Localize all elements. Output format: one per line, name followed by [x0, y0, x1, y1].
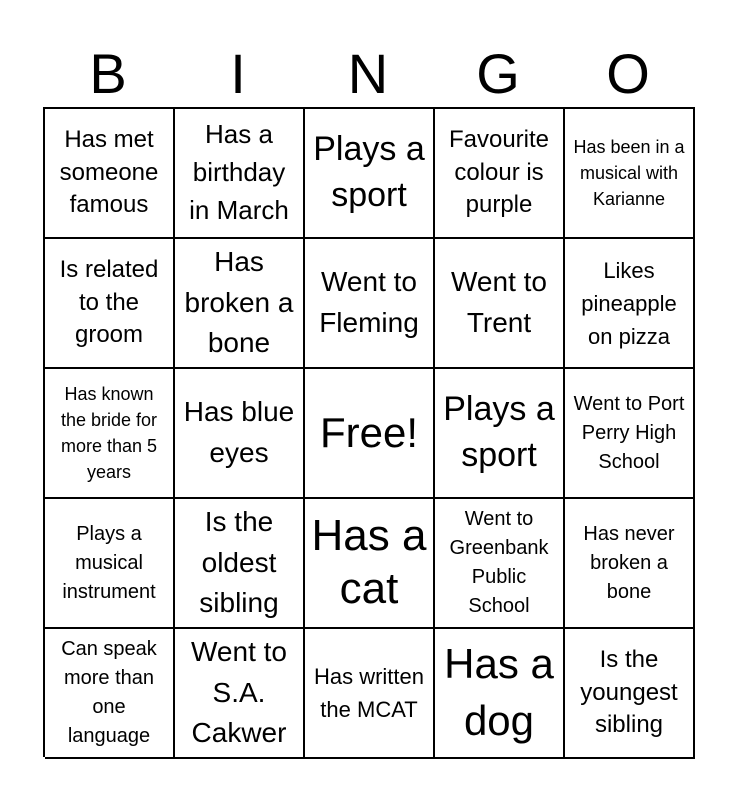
bingo-cell[interactable]: Favourite colour is purple	[435, 109, 565, 239]
bingo-cell[interactable]: Has never broken a bone	[565, 499, 695, 629]
bingo-cell[interactable]: Can speak more than one language	[45, 629, 175, 759]
header-letter-g: G	[476, 42, 520, 105]
bingo-cell[interactable]: Plays a sport	[435, 369, 565, 499]
bingo-cell[interactable]: Has blue eyes	[175, 369, 305, 499]
bingo-cell[interactable]: Has a dog	[435, 629, 565, 759]
bingo-cell[interactable]: Went to Port Perry High School	[565, 369, 695, 499]
bingo-cell[interactable]: Has met someone famous	[45, 109, 175, 239]
bingo-cell[interactable]: Has written the MCAT	[305, 629, 435, 759]
bingo-cell[interactable]: Is related to the groom	[45, 239, 175, 369]
bingo-cell[interactable]: Is the youngest sibling	[565, 629, 695, 759]
bingo-cell[interactable]: Is the oldest sibling	[175, 499, 305, 629]
bingo-grid	[43, 107, 695, 757]
header-letter-n: N	[347, 42, 389, 105]
header-letter-o: O	[606, 42, 650, 105]
bingo-header	[43, 40, 693, 108]
bingo-cell[interactable]: Went to Trent	[435, 239, 565, 369]
bingo-cell[interactable]: Has a cat	[305, 499, 435, 629]
header-letter-b: B	[89, 42, 127, 105]
bingo-cell[interactable]: Plays a sport	[305, 109, 435, 239]
free-space-cell[interactable]: Free!	[305, 369, 435, 499]
bingo-cell[interactable]: Has broken a bone	[175, 239, 305, 369]
bingo-cell[interactable]: Plays a musical instrument	[45, 499, 175, 629]
bingo-cell[interactable]: Has been in a musical with Karianne	[565, 109, 695, 239]
bingo-cell[interactable]: Went to S.A. Cakwer	[175, 629, 305, 759]
bingo-cell[interactable]: Went to Greenbank Public School	[435, 499, 565, 629]
bingo-cell[interactable]: Likes pineapple on pizza	[565, 239, 695, 369]
bingo-cell[interactable]: Has a birthday in March	[175, 109, 305, 239]
bingo-cell[interactable]: Has known the bride for more than 5 years	[45, 369, 175, 499]
bingo-cell[interactable]: Went to Fleming	[305, 239, 435, 369]
header-letter-i: I	[230, 42, 246, 105]
